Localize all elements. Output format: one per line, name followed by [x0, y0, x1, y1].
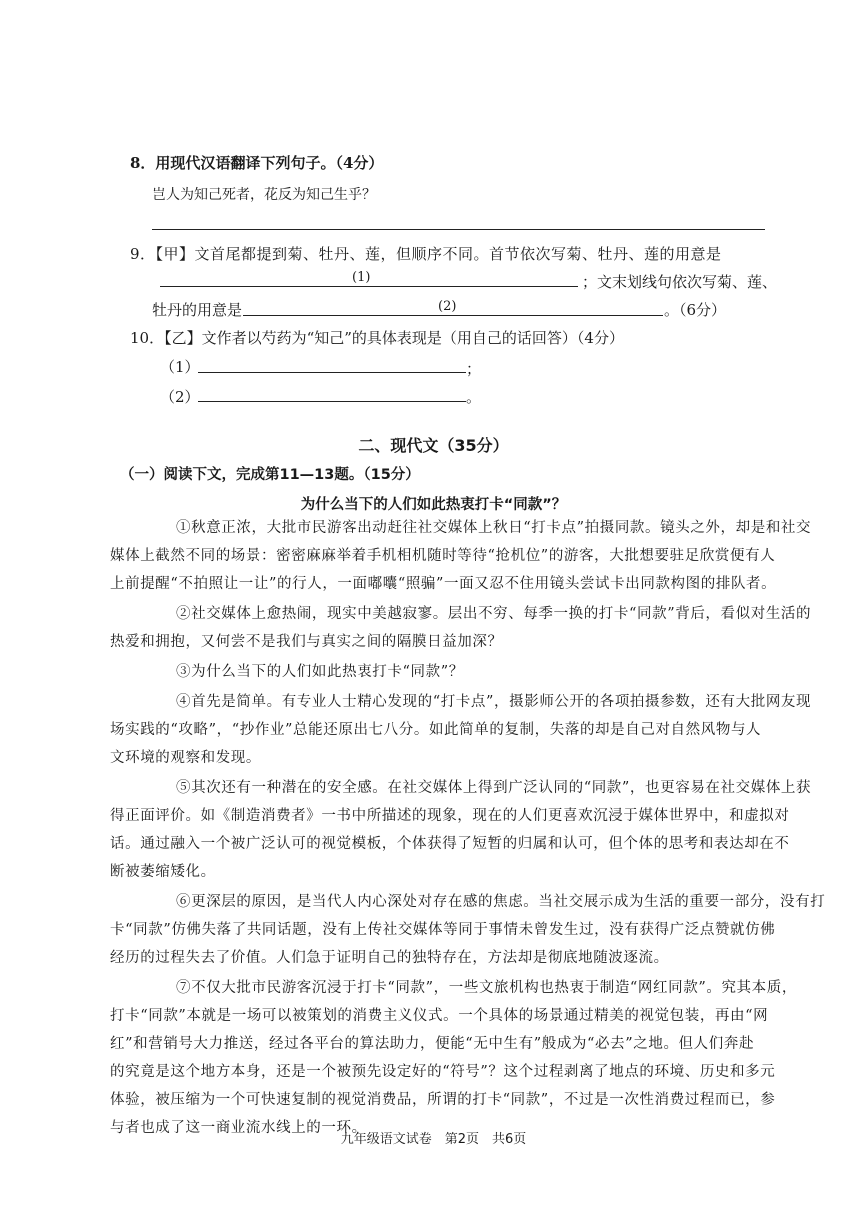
paragraph	[130, 658, 770, 686]
q9-blank-2-label: (2)	[438, 299, 457, 314]
paragraph-line: ⑦不仅大批市民游客沉浸于打卡“同款”，一些文旅机构也热衷于制造“网红同款”。究其本质，	[176, 980, 797, 996]
section-part-label: （一）阅读下文，完成第11—13题。（15分）	[120, 467, 420, 483]
paragraph-line: ①秋意正浓，大批市民游客出动赶往社交媒体上秋日“打卡点”拍摄同款。镜头之外，却是和社交	[176, 520, 812, 536]
paragraph-line: 的究竟是这个地方本身，还是一个被预先设定好的“符号”？这个过程剥离了地点的环境、历史和多元	[110, 1064, 776, 1080]
q8-answer-line[interactable]	[152, 229, 765, 230]
paragraph-line: 卡“同款”仿佛失落了共同话题，没有上传社交媒体等同于事情未曾发生过，没有获得广泛点赞就仿佛	[110, 922, 776, 938]
paragraph	[110, 974, 797, 1142]
q9-line3-head: 牡丹的用意是	[152, 301, 243, 319]
paragraph-line: 体验，被压缩为一个可快速复制的视觉消费品，所谓的打卡“同款”，不过是一次性消费过程而已，参	[110, 1092, 776, 1108]
paragraph	[110, 514, 812, 598]
q9-line1: 9．【甲】文首尾都提到菊、牡丹、莲，但顺序不同。首节依次写菊、牡丹、莲的用意是	[130, 245, 722, 263]
paragraph-line: 媒体上截然不同的场景：密密麻麻举着手机相机随时等待“抢机位”的游客，大批想要驻足欣赏便有人	[110, 548, 776, 564]
q10-item1-label: （1）	[160, 358, 200, 376]
q9-blank-2[interactable]	[243, 315, 663, 316]
paragraph-line: 与者也成了这一商业流水线上的一环。	[110, 1120, 367, 1136]
article-body	[110, 514, 826, 1144]
q9-line3-tail: 。（6分）	[664, 301, 727, 319]
page-footer: 九年级语文试卷 第2页 共6页	[340, 1132, 527, 1147]
q8-sentence: 岂人为知己死者，花反为知己生乎？	[152, 187, 376, 203]
q10-item2-end: 。	[466, 388, 482, 406]
q9-blank-1-label: (1)	[352, 270, 371, 285]
paragraph-line: 打卡“同款”本就是一场可以被策划的消费主义仪式。一个具体的场景通过精美的视觉包装，再由“网	[110, 1008, 769, 1024]
paragraph-line: 热爱和拥抱，又何尝不是我们与真实之间的隔膜日益加深？	[110, 634, 503, 650]
q9-line2-tail: ；文末划线句依次写菊、莲、	[582, 273, 778, 291]
paragraph-line: 红”和营销号大力推送，经过各平台的算法助力，便能“无中生有”般成为“必去”之地。但人们奔赴	[110, 1036, 755, 1052]
paragraph-line: 经历的过程失去了价值。人们急于证明自己的独特存在，方法却是彻底地随波逐流。	[110, 950, 669, 966]
paragraph-line: 场实践的“攻略”，“抄作业”总能还原出七八分。如此简单的复制，失落的却是自己对自然风物与人	[110, 722, 762, 738]
paragraph-line: ⑤其次还有一种潜在的安全感。在社交媒体上得到广泛认同的“同款”，也更容易在社交媒体上获	[176, 780, 812, 796]
q9-blank-1[interactable]	[160, 286, 578, 287]
q10-answer-line-1[interactable]	[198, 372, 466, 373]
q8-stem: 8．用现代汉语翻译下列句子。（4分）	[130, 154, 384, 172]
paragraph-line: 上前提醒“不拍照让一让”的行人，一面嘟囔“照骗”一面又忍不住用镜头尝试卡出同款构图的排队者。	[110, 576, 777, 592]
q10-item1-end: ；	[466, 360, 482, 378]
q10-answer-line-2[interactable]	[198, 401, 466, 402]
paragraph	[110, 688, 812, 772]
paragraph	[110, 774, 812, 886]
paragraph-line: 得正面评价。如《制造消费者》一书中所描述的现象，现在的人们更喜欢沉浸于媒体世界中，和虚拟对	[110, 808, 790, 824]
paragraph-line: 话。通过融入一个被广泛认可的视觉模板，个体获得了短暂的归属和认可，但个体的思考和表达却在不	[110, 836, 790, 852]
article-title: 为什么当下的人们如此热衷打卡“同款”？	[300, 497, 567, 513]
section-heading: 二、现代文（35分）	[358, 436, 509, 455]
paragraph-line: ②社交媒体上愈热闹，现实中美越寂寥。层出不穷、每季一换的打卡“同款”背后，看似对生活的	[176, 606, 812, 622]
q10-item2-label: （2）	[160, 388, 200, 406]
q10-stem: 10．【乙】文作者以芍药为“知己”的具体表现是（用自己的话回答）（4分）	[130, 329, 624, 347]
paragraph-line: ⑥更深层的原因，是当代人内心深处对存在感的焦虑。当社交展示成为生活的重要一部分，没有打	[176, 894, 826, 910]
paragraph-line: 断被萎缩矮化。	[110, 864, 216, 880]
paragraph-line: ③为什么当下的人们如此热衷打卡“同款”？	[176, 664, 464, 680]
paragraph-line: 文环境的观察和发现。	[110, 750, 261, 766]
paragraph	[110, 888, 826, 972]
paragraph	[110, 600, 812, 656]
paragraph-line: ④首先是简单。有专业人士精心发现的“打卡点”，摄影师公开的各项拍摄参数，还有大批网友现	[176, 694, 812, 710]
